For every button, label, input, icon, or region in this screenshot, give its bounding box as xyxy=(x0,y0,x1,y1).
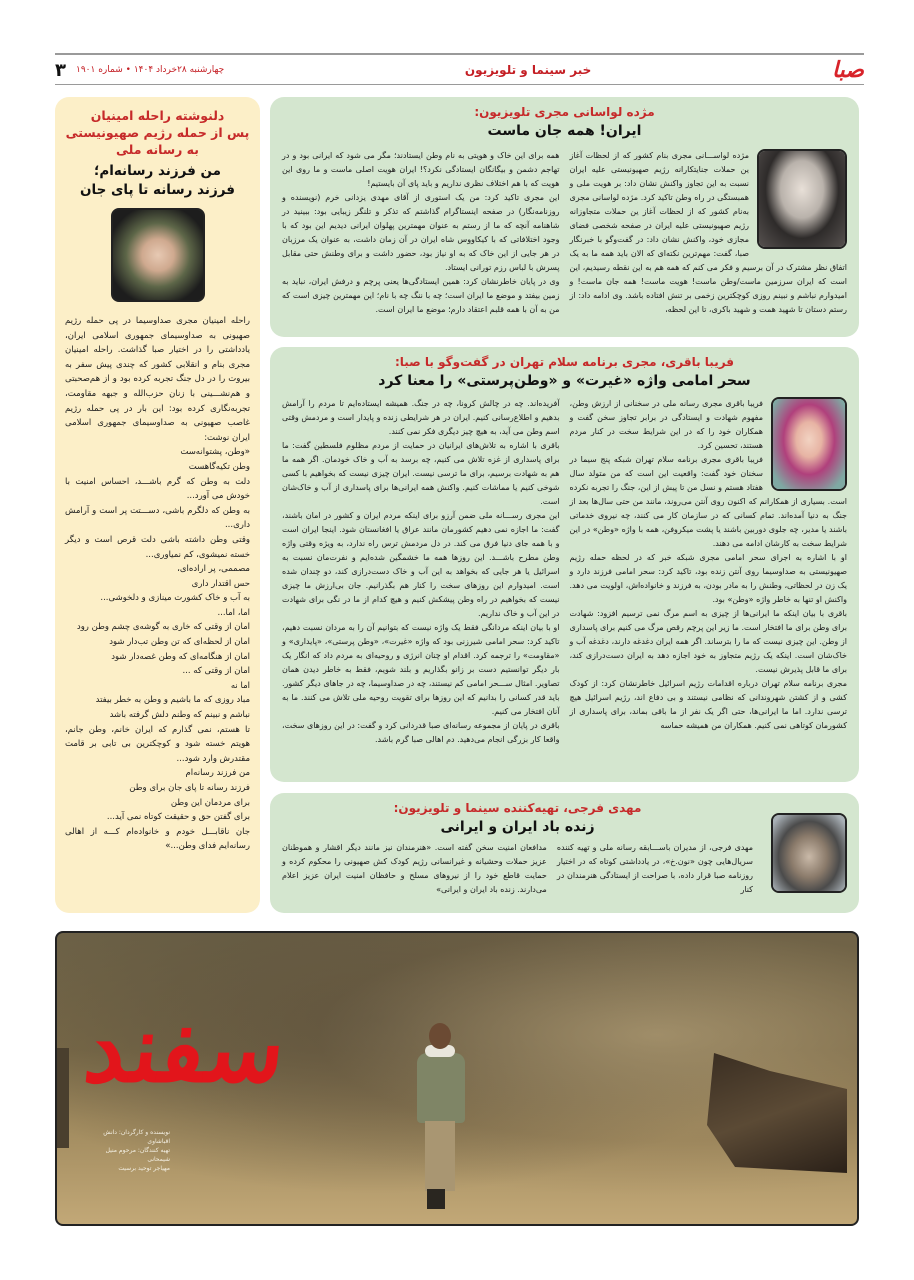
article-column-right xyxy=(557,841,753,897)
wooden-post xyxy=(57,1048,69,1148)
header-bottom-rule xyxy=(55,84,864,85)
article-kicker: مژده لواسانی مجری تلویزیون: xyxy=(474,105,655,119)
article-column-left xyxy=(282,841,547,897)
portrait-image xyxy=(759,151,845,247)
poem-line: اما، اما... xyxy=(217,607,250,618)
paragraph: همه برای این خاک و هویتی به نام وطن ایستادند؛ مگر می شود که ایرانی بود و در تهاجم دشمن و بیگانگان ایستادگی نکرد؟! ایران هویت اصلی ماست و ما روی این هویت که با هم اختلاف نظری نداریم و باید پای آن بایستیم! xyxy=(282,151,560,188)
sidebar-kicker-line: به رسانه ملی xyxy=(116,142,199,157)
paragraph: آفریده‌اند. چه در چالش کرونا، چه در جنگ. همیشه ایستاده‌ایم تا مردم را آرامش بدهیم و اطلاع‌رسانی کنیم. ایران در هر شرایطی زنده و پایدار است و مردمش وقتی اسم وطن می آید، به هیچ چیز دیگری فکر نمی کنند. xyxy=(282,399,560,436)
paragraph: مژده لواســـانی مجری بنام کشور که از لحظات آغاز ین حملات جنایتکارانه رژیم صهیونیستی علیه ایران نسبت به این تجاوز واکنش نشان داد: بر هویت ملی و همبستگی در راه وطن تاکید کرد. مژده لواسانی مجری به‌نام کشور که از لحظات آغاز ین حملات متجاوزانه رژیم صهیونیستی علیه ایران در صفحه شخصی فضای مجازی خود، واکنش نشان داد: در گفت‌وگو با خبرنگار صبا، گفت: مهم‌ترین نکته‌ای که الان باید همه ما به یک اتفاق نظر مشترک در آن برسیم و فکر می کنم که همه هم به این نقطه رسیدیم، این است که ایران سرزمین ماست/وطن ماست! هویت ماست! همه جان ماست! و امیدوارم نباشم و نبینم روزی کوچکترین زخمی بر تنش افتاده باشد. وی ادامه داد: از رستم دستان تا شهید همت و شهید باکری، تا این لحظه، xyxy=(569,151,847,314)
poem-line: نباشم و نبینم که وطنم دلش گرفته باشد xyxy=(109,710,250,721)
article-column-right xyxy=(570,397,848,747)
poem-line: «وطن، پشتوانه‌ست xyxy=(180,447,250,458)
article-column-left xyxy=(282,397,560,747)
article-column-right xyxy=(570,149,848,317)
sidebar-kicker-line: دلنوشته راحله امینیان xyxy=(90,108,225,123)
newspaper-logo: صبا xyxy=(831,57,864,83)
portrait-image xyxy=(773,815,845,891)
author-photo xyxy=(771,813,847,893)
header-top-rule xyxy=(55,53,864,55)
poem-line: دلت به وطن که گرم باشـــد، احساس امنیت با خودش می آورد... xyxy=(65,476,250,502)
poem xyxy=(65,445,250,854)
poem-line: برای مردمان این وطن xyxy=(170,797,250,808)
poem-line: به وطن که دلگرم باشی، دســـتت پر است و آرامش داری... xyxy=(65,505,250,531)
poem-line: مباد روزی که ما باشیم و وطن به خطر بیفتد xyxy=(95,695,250,706)
paragraph: او با اشاره به اجرای سحر امامی مجری شبکه خبر که در لحظه حمله رژیم صهیونیستی به صداوسیما روی آنتن زنده بود، تاکید کرد: سحر امامی فرزند دارد و یک زن در لحظاتی، وطنش را به مادر بودن، به فرزند و خانواده‌اش، اولویت می دهد. واکنش او تنها به خاطر واژه «وطن» بود. xyxy=(569,553,847,604)
paragraph: این مجری رســـانه ملی ضمن آرزو برای اینکه مردم ایران و کشور در امان باشند، گفت: ما اجازه نمی دهیم کشورمان مانند عراق یا افغانستان شود. اینجا ایران است و با همه جای دنیا فرق می کند. در دل مردمش ترس راه ندارد، به ویژه وقتی واژه وطن مطرح باشـــد. این روزها همه ما خشمگین شده‌ایم و نفرت‌مان نسبت به اسرائیل یا هر جایی که بخواهد به این آب و خاک دست‌درازی کند، دو چندان شده است. امیدوارم این روزهای سخت را کنار هم بگذرانیم. جان بی‌ارزش ما چیزی نیست که بخواهیم در راه وطن پیشکش کنیم و هیچ کدام از ما در نگی برای شهادت در این آب و خاک نداریم. xyxy=(282,511,560,618)
poem-line: حس اقتدار داری xyxy=(191,578,250,589)
sidebar-headline-line: من فرزند رسانه‌ام؛ xyxy=(93,163,222,179)
poem-line: جان ناقابـــل خودم و خانواده‌ام کـــه از اهالی رسانه‌ایم فدای وطن...» xyxy=(65,826,250,852)
poem-line: امان از وقتی که ... xyxy=(182,666,250,677)
date-issue: چهارشنبه ۲۸خرداد ۱۴۰۴ • شماره ۱۹۰۱ xyxy=(76,65,225,75)
paragraph: مهدی فرجی، از مدیران باســـابقه رسانه ملی و تهیه کننده سریال‌هایی چون «نون.خ»، در یادداشتی کوتاه که در اختیار روزنامه صبا قرار داده، با صراحت از ایستادگی هنرمندان در کنار xyxy=(556,843,753,894)
burnt-vehicle xyxy=(707,1053,847,1173)
page-header xyxy=(55,56,864,84)
poem-line: وقتی وطن داشته باشی دلت قرص است و دیگر خسته نمیشوی، کم نمیاوری... xyxy=(65,534,250,560)
paragraph: باقری در پایان از مجموعه رسانه‌ای صبا قدردانی کرد و گفت: در این روزهای سخت، واقعا کار بزرگی انجام می‌دهید. دم اهالی صبا گرم باشد. xyxy=(282,721,560,744)
article-farji xyxy=(270,793,859,913)
article-headline: سحر امامی واژه «غیرت» و «وطن‌پرستی» را معنا کرد xyxy=(378,373,751,389)
paragraph: این مجری تاکید کرد: من یک استوری از آقای مهدی یزدانی خرم (نویسنده و روزنامه‌نگار) در صفحه اینستاگرام گذاشتم که تذکر و تلنگر زیبایی بود: ببینید در شاهنامه آنچه که ما از رستم به عنوان مهمترین پهلوان ایرانی دیدیم این بود که با وجود اختلافاتی که با کیکاووس شاه ایران در آن زمان داشت، به عنوان یک مرزبان در هر جایی از این خاک که به او نیاز بود، حضور داشت و برای وطنش حتی مقابل پسرش با لباس رزم تورانی ایستاد. xyxy=(282,193,560,272)
paragraph: او با بیان اینکه مردانگی فقط یک واژه نیست که بتوانیم آن را به مردان نسبت دهیم، تاکید کرد: سحر امامی شیرزنی بود که واژه «غیرت»، «وطن پرستی»، «پایداری» و «مقاومت» را ترجمه کرد. اقدام او چنان انرژی و روحیه‌ای به مردم داد که انگار یک بار دیگر توانستیم دست بر زانو بگذاریم و بلند شویم، فقط به خاطر دیدن همان تصاویر. امثال ســـحر امامی کم نیستند، چه در صداوسیما، چه در جاهای دیگر کشور. باید قدر کسانی را بدانیم که این روزها برای تقویت روحیه ملی تلاش می کنند. ما به آنان افتخار می کنیم. xyxy=(282,623,560,716)
author-photo xyxy=(771,397,847,491)
poem-line: امان از وقتی که خاری به گوشه‌ی چشم وطن رود xyxy=(76,622,250,633)
film-poster-banner xyxy=(55,931,859,1226)
running-soldier xyxy=(407,1023,477,1213)
author-photo xyxy=(757,149,847,249)
poem-line: برای گفتن حق و حقیقت کوتاه نمی آید... xyxy=(106,812,250,823)
article-lavasani xyxy=(270,97,859,337)
article-bagheri xyxy=(270,347,859,782)
poem-line: فرزند رسانه تا پای جان برای وطن xyxy=(129,783,250,793)
paragraph: فریبا باقری مجری رسانه ملی در سخنانی از ارزش وطن، مفهوم شهادت و ایستادگی در برابر تجاوز سخن گفت و همکاران خود را که در این شرایط سخت در کنار مردم هستند، تحسین کرد. xyxy=(569,399,763,450)
paragraph: باقری با بیان اینکه ما ایرانی‌ها از چیزی به اسم مرگ نمی ترسیم افزود: شهادت برای وطن برای ما افتخار است. ما زیر این پرچم رقص مرگ می کنیم برای پاسداری از وطن. این چیزی نیست که ما را بترساند. اگر همه ایران دغدغه دارند، دغدغه آب و خاک‌شان است. اینکه یک رژیم متجاوز به خود اجازه دهد به ایران دست‌درازی کند، برای ما قابل پذیرش نیست. xyxy=(569,609,847,674)
article-headline: زنده باد ایران و ایرانی xyxy=(440,819,595,835)
poem-line: تا هستم، نمی گذارم که ایران خانم، وطن جانم، هویتم خسته شود و کوچکترین بی تابی بر قامت مقتدرش وارد شود... xyxy=(65,724,250,764)
article-headline: ایران! همه جان ماست xyxy=(487,123,642,139)
paragraph: وی در پایان خاطرنشان کرد: همین ایستادگی‌ها یعنی پرچم و درفش ایران، نباید به زمین بیفتد و موضع ما ایران است؛ چه با ننگ چه با نام؛ این مهمترین چیزی است که من به آن با همه قلبم اعتقاد دارم؛ موضع ما ایران است. xyxy=(282,277,560,314)
poem-line: امان از لحظه‌ای که تن وطن تب‌دار شود xyxy=(109,637,250,648)
article-kicker: مهدی فرجی، تهیه‌کننده سینما و تلویزیون: xyxy=(393,801,642,815)
credit-line: نویسنده و کارگردان: دانش اقباشاوی xyxy=(103,1129,170,1145)
poem-line: مصممی، پر اراده‌ای، xyxy=(177,564,250,575)
author-photo xyxy=(111,208,205,302)
section-title: خبر سینما و تلویزیون xyxy=(464,63,592,77)
sidebar-aminian xyxy=(55,97,260,913)
credit-line: تهیه کنندگان: مرحوم منیل شیمحانی xyxy=(105,1147,170,1163)
sidebar-kicker-line: پس از حمله رژیم صهیونیستی xyxy=(65,125,250,140)
poem-line: من فرزند رسانه‌ام xyxy=(185,768,250,779)
paragraph: فریبا باقری مجری برنامه سلام تهران شبکه پنج سیما در سخنان خود گفت: واقعیت این است که من متولد سال هفتاد هستم و نسل من تا پیش از این، جنگ را تجربه نکرده است. بسیاری از همکارانم که اکنون روی آنتن می‌روند، مانند من حتی سال‌ها بعد از جنگ به دنیا آمده‌اند. تمام کسانی که در سازمان کار می کنند، چه نیروی خدماتی باشند یا مدیر، چه جلوی دوربین باشند یا پشت میکروفن، همه با واژه «وطن» در این شرایط سخت به کارشان ادامه می دهند. xyxy=(569,455,847,548)
page-number: ۳ xyxy=(55,59,67,81)
film-title: سفند xyxy=(79,995,291,1103)
poem-line: اما نه xyxy=(230,680,250,691)
portrait-image xyxy=(773,399,845,489)
poem-line: وطن تکیه‌گاهست xyxy=(188,461,250,472)
paragraph: باقری با اشاره به تلاش‌های ایرانیان در حمایت از مردم مظلوم فلسطین گفت: ما برای پاسداری از غزه تلاش می کنیم، چه برسد به آب و خاک خودمان. اگر همه ما هم به شهادت برسیم، برای ما ترسی نیست. ایران چیزی نیست که بخواهیم با کسی شوخی کنیم یا مماشات کنیم. واکنش همه ایرانی‌ها برای پاسداری از آب و خاک‌شان است. xyxy=(282,441,560,506)
paragraph: مجری برنامه سلام تهران درباره اقدامات رژیم اسرائیل خاطرنشان کرد: از کودک کشی و از کشتن شهروندانی که نظامی نیستند و بی دفاع اند، رژیم اسرائیل هیچ ترسی ندارد. اما ما ایرانی‌ها، حتی اگر یک نفر از ما باقی بماند، برای پاسداری از کشورمان کوتاهی نمی کنیم. همکاران من همیشه حماسه xyxy=(569,679,847,730)
poem-line: به آب و خاک کشورت مینازی و دلخوشی... xyxy=(100,593,250,604)
sidebar-headline-line: فرزند رسانه تا پای جان xyxy=(79,182,236,198)
credit-line: مهیاجر توحید برسیت xyxy=(118,1165,170,1172)
paragraph: مدافعان امنیت سخن گفته است. «هنرمندان نیز مانند دیگر اقشار و هموطنان عزیز حملات وحشیانه و غیرانسانی رژیم کودک کش صهیونی را محکوم کرده و حمایت قاطع خود را از نیروهای مسلح و حافظان امنیت ایران عزیز اعلام می‌دارند. زنده باد ایران و ایرانی» xyxy=(282,843,547,894)
article-kicker: فریبا باقری، مجری برنامه سلام تهران در گفت‌وگو با صبا: xyxy=(394,355,735,369)
poem-line: امان از هنگامه‌ای که وطن غصه‌دار شود xyxy=(111,651,250,662)
issue-info xyxy=(55,60,224,81)
sidebar-intro: راحله امینیان مجری صداوسیما در پی حمله رژیم صهیونی به صداوسیمای جمهوری اسلامی ایران، یادداشتی را در اختیار صبا گذاشت. راحله امینیان مجری بنام و انقلابی کشور که چندی پیش سفر به بیروت را در دل جنگ تجربه کرده بود و از هم‌صحبتی و هم‌نشـــینی با زنان حزب‌الله و جبهه مقاومت، تجربه‌نگاری کرده بود: این بار در پی حمله رژیم غاصب صهیونی به صداوسیمای جمهوری اسلامی ایران نوشت: xyxy=(65,316,250,443)
article-column-left xyxy=(282,149,560,317)
film-credits xyxy=(85,1128,170,1173)
